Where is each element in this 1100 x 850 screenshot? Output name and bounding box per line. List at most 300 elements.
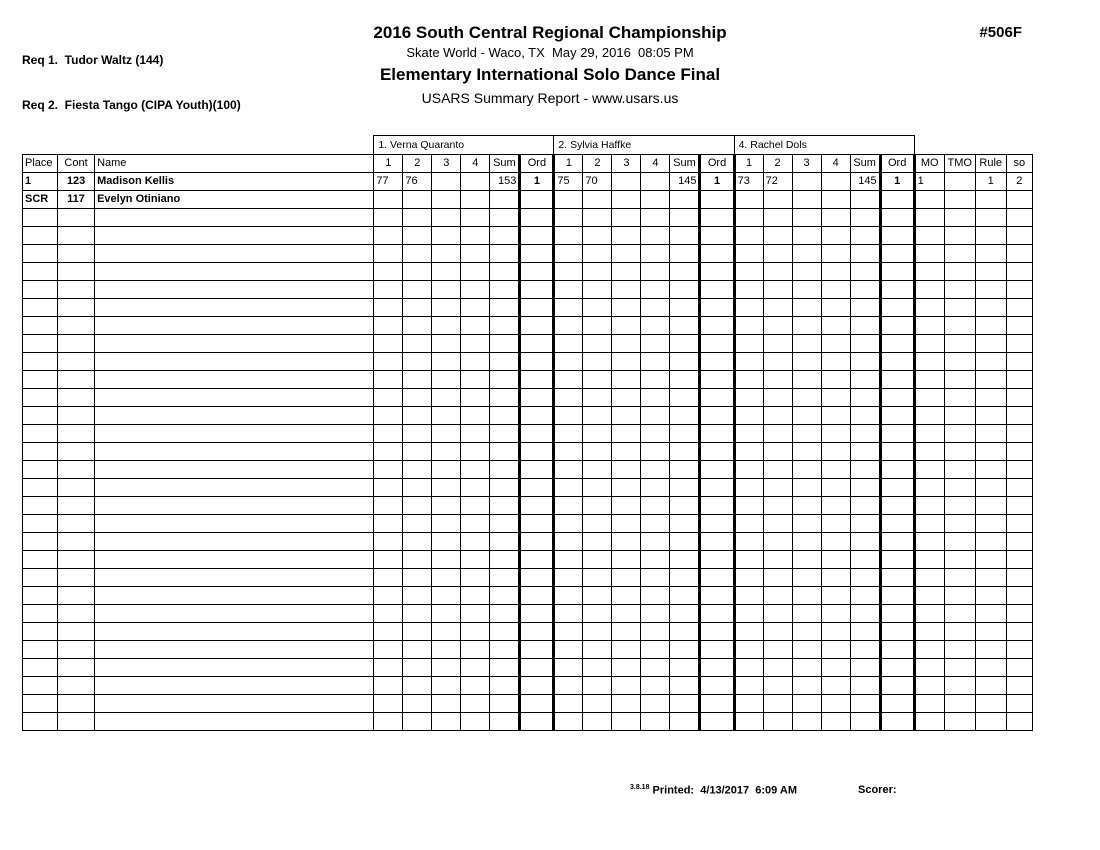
- so-cell: [1006, 263, 1032, 281]
- score-cell: [403, 443, 432, 461]
- score-cell: [583, 461, 612, 479]
- mo-cell: 1: [914, 173, 944, 191]
- sum-cell: [670, 569, 700, 587]
- score-cell: [461, 695, 490, 713]
- cont-cell: [58, 497, 95, 515]
- cont-cell: [58, 713, 95, 731]
- tmo-cell: [944, 515, 975, 533]
- score-cell: [792, 659, 821, 677]
- score-cell: [792, 245, 821, 263]
- score-cell: [461, 335, 490, 353]
- score-cell: [403, 389, 432, 407]
- score-cell: [821, 443, 850, 461]
- score-cell: [461, 281, 490, 299]
- sum-cell: [490, 227, 520, 245]
- score-cell: [792, 533, 821, 551]
- score-cell: [612, 677, 641, 695]
- sum-cell: [670, 659, 700, 677]
- name-cell: [95, 551, 374, 569]
- rule-cell: [975, 677, 1006, 695]
- score-cell: [432, 227, 461, 245]
- sum-cell: [850, 713, 880, 731]
- ord-cell: [880, 551, 914, 569]
- sum-cell: [490, 605, 520, 623]
- score-cell: [554, 461, 583, 479]
- score-cell: [554, 713, 583, 731]
- score-cell: [792, 191, 821, 209]
- place-cell: [23, 587, 58, 605]
- ord-cell: [700, 389, 734, 407]
- name-cell: [95, 263, 374, 281]
- score-cell: [461, 569, 490, 587]
- sum-cell: [850, 245, 880, 263]
- score-cell: [612, 209, 641, 227]
- name-cell: [95, 515, 374, 533]
- score-cell: [554, 281, 583, 299]
- score-cell: [403, 479, 432, 497]
- so-cell: [1006, 281, 1032, 299]
- tmo-cell: [944, 353, 975, 371]
- place-cell: [23, 353, 58, 371]
- cont-cell: [58, 533, 95, 551]
- sum-cell: [850, 569, 880, 587]
- score-cell: [734, 461, 763, 479]
- score-cell: [403, 281, 432, 299]
- score-cell: [432, 173, 461, 191]
- table-row-empty: [23, 371, 1033, 389]
- cont-cell: [58, 317, 95, 335]
- sum-cell: [670, 695, 700, 713]
- sum-cell: [670, 479, 700, 497]
- ord-cell: [520, 425, 554, 443]
- place-cell: [23, 407, 58, 425]
- tmo-cell: [944, 263, 975, 281]
- score-cell: [641, 353, 670, 371]
- score-cell: [374, 353, 403, 371]
- score-cell: [763, 317, 792, 335]
- tmo-cell: [944, 209, 975, 227]
- score-cell: [641, 335, 670, 353]
- name-cell: [95, 533, 374, 551]
- score-cell: [432, 191, 461, 209]
- score-cell: [641, 263, 670, 281]
- score-cell: [763, 425, 792, 443]
- score-cell: [403, 335, 432, 353]
- score-cell: [461, 551, 490, 569]
- mo-cell: [914, 443, 944, 461]
- name-cell: [95, 587, 374, 605]
- score-cell: [461, 173, 490, 191]
- sum-cell: [670, 425, 700, 443]
- score-cell: [554, 209, 583, 227]
- score-cell: [432, 641, 461, 659]
- score-cell: [641, 623, 670, 641]
- ord-cell: [700, 425, 734, 443]
- score-cell: [432, 335, 461, 353]
- table-row-empty: [23, 209, 1033, 227]
- so-cell: [1006, 209, 1032, 227]
- score-cell: [734, 443, 763, 461]
- sum-cell: [670, 551, 700, 569]
- score-cell: [432, 443, 461, 461]
- tmo-cell: [944, 317, 975, 335]
- score-cell: [374, 641, 403, 659]
- score-cell: [374, 407, 403, 425]
- sum-cell: [850, 335, 880, 353]
- score-cell: [821, 263, 850, 281]
- name-cell: [95, 641, 374, 659]
- ord-cell: [880, 299, 914, 317]
- sum-cell: [670, 713, 700, 731]
- ord-cell: [700, 281, 734, 299]
- score-cell: [763, 551, 792, 569]
- score-cell: 76: [403, 173, 432, 191]
- score-cell: [734, 407, 763, 425]
- table-row-empty: [23, 623, 1033, 641]
- score-cell: [374, 191, 403, 209]
- sum-cell: [850, 659, 880, 677]
- sum-cell: [490, 533, 520, 551]
- tmo-cell: [944, 227, 975, 245]
- score-cell: [612, 569, 641, 587]
- score-cell: [612, 281, 641, 299]
- sum-cell: 145: [670, 173, 700, 191]
- so-cell: [1006, 677, 1032, 695]
- name-cell: [95, 569, 374, 587]
- score-cell: [403, 677, 432, 695]
- score-cell: [821, 389, 850, 407]
- score-cell: [792, 677, 821, 695]
- score-cell: [763, 461, 792, 479]
- score-cell: [403, 515, 432, 533]
- so-cell: [1006, 533, 1032, 551]
- score-cell: [432, 497, 461, 515]
- score-cell: [432, 713, 461, 731]
- score-cell: [432, 407, 461, 425]
- rule-cell: [975, 623, 1006, 641]
- col-header-tmo: TMO: [944, 155, 975, 173]
- score-cell: [612, 533, 641, 551]
- score-cell: [612, 371, 641, 389]
- score-cell: [403, 299, 432, 317]
- score-cell: [554, 389, 583, 407]
- score-cell: [792, 371, 821, 389]
- tmo-cell: [944, 587, 975, 605]
- score-cell: [461, 479, 490, 497]
- score-cell: [583, 407, 612, 425]
- score-cell: [641, 281, 670, 299]
- ord-cell: [880, 425, 914, 443]
- score-cell: [554, 263, 583, 281]
- score-cell: [641, 641, 670, 659]
- score-cell: [734, 695, 763, 713]
- score-cell: [612, 497, 641, 515]
- score-cell: [374, 551, 403, 569]
- place-cell: [23, 641, 58, 659]
- sum-cell: [850, 299, 880, 317]
- score-cell: [612, 479, 641, 497]
- score-cell: [461, 533, 490, 551]
- rule-cell: [975, 569, 1006, 587]
- ord-cell: [880, 569, 914, 587]
- tmo-cell: [944, 551, 975, 569]
- cont-cell: [58, 677, 95, 695]
- sum-cell: [850, 587, 880, 605]
- ord-cell: [880, 353, 914, 371]
- score-cell: [612, 695, 641, 713]
- cont-cell: [58, 389, 95, 407]
- score-cell: [734, 515, 763, 533]
- place-cell: 1: [23, 173, 58, 191]
- col-header-judge2-3: 3: [612, 155, 641, 173]
- tmo-cell: [944, 461, 975, 479]
- table-row-empty: [23, 641, 1033, 659]
- score-cell: [583, 263, 612, 281]
- score-cell: [763, 497, 792, 515]
- score-cell: [554, 677, 583, 695]
- score-cell: [374, 695, 403, 713]
- place-cell: [23, 389, 58, 407]
- score-cell: [403, 461, 432, 479]
- ord-cell: [700, 443, 734, 461]
- ord-cell: 1: [880, 173, 914, 191]
- sum-cell: [490, 209, 520, 227]
- score-cell: [792, 569, 821, 587]
- place-cell: [23, 443, 58, 461]
- score-cell: [734, 623, 763, 641]
- so-cell: [1006, 227, 1032, 245]
- score-cell: [432, 299, 461, 317]
- score-cell: [641, 677, 670, 695]
- mo-cell: [914, 353, 944, 371]
- score-cell: [763, 245, 792, 263]
- score-cell: [432, 389, 461, 407]
- sum-cell: [490, 407, 520, 425]
- score-cell: [734, 191, 763, 209]
- score-cell: [734, 569, 763, 587]
- score-cell: [432, 245, 461, 263]
- tmo-cell: [944, 371, 975, 389]
- ord-cell: [520, 659, 554, 677]
- name-cell: [95, 209, 374, 227]
- col-header-judge1-ord: Ord: [520, 155, 554, 173]
- score-cell: [583, 371, 612, 389]
- score-cell: [821, 173, 850, 191]
- so-cell: [1006, 317, 1032, 335]
- rule-cell: [975, 713, 1006, 731]
- score-cell: [821, 515, 850, 533]
- sum-cell: [670, 461, 700, 479]
- score-cell: [461, 263, 490, 281]
- ord-cell: [880, 713, 914, 731]
- score-cell: [583, 551, 612, 569]
- score-cell: [432, 353, 461, 371]
- rule-cell: [975, 641, 1006, 659]
- score-cell: [641, 407, 670, 425]
- score-cell: [821, 227, 850, 245]
- score-cell: [583, 281, 612, 299]
- cont-cell: [58, 443, 95, 461]
- table-row: [23, 191, 1033, 209]
- score-cell: 77: [374, 173, 403, 191]
- cont-cell: [58, 479, 95, 497]
- name-cell: [95, 281, 374, 299]
- score-cell: [583, 677, 612, 695]
- ord-cell: [520, 623, 554, 641]
- cont-cell: [58, 515, 95, 533]
- software-version: 3.8.18: [630, 784, 650, 791]
- ord-cell: [520, 227, 554, 245]
- sum-cell: [850, 605, 880, 623]
- score-cell: [432, 479, 461, 497]
- table-row-empty: [23, 245, 1033, 263]
- cont-cell: [58, 281, 95, 299]
- score-cell: [641, 173, 670, 191]
- ord-cell: [700, 191, 734, 209]
- score-cell: [734, 605, 763, 623]
- sum-cell: [850, 317, 880, 335]
- sum-cell: [670, 407, 700, 425]
- score-cell: [583, 587, 612, 605]
- score-cell: [612, 425, 641, 443]
- score-cell: [374, 479, 403, 497]
- ord-cell: [880, 407, 914, 425]
- rule-cell: [975, 515, 1006, 533]
- score-cell: [583, 605, 612, 623]
- score-cell: [583, 299, 612, 317]
- score-cell: [821, 551, 850, 569]
- so-cell: 2: [1006, 173, 1032, 191]
- score-cell: [403, 191, 432, 209]
- col-header-judge2-ord: Ord: [700, 155, 734, 173]
- place-cell: [23, 263, 58, 281]
- cont-cell: [58, 353, 95, 371]
- ord-cell: [880, 389, 914, 407]
- score-cell: [612, 515, 641, 533]
- score-cell: [821, 659, 850, 677]
- score-cell: [403, 659, 432, 677]
- rule-cell: [975, 695, 1006, 713]
- score-cell: [583, 245, 612, 263]
- ord-cell: [700, 515, 734, 533]
- score-cell: [461, 191, 490, 209]
- score-cell: [374, 623, 403, 641]
- sum-cell: [490, 641, 520, 659]
- table-row-empty: [23, 479, 1033, 497]
- name-cell: [95, 659, 374, 677]
- mo-cell: [914, 713, 944, 731]
- ord-cell: [700, 497, 734, 515]
- score-cell: [583, 569, 612, 587]
- score-cell: [583, 443, 612, 461]
- name-cell: [95, 353, 374, 371]
- sum-cell: [850, 497, 880, 515]
- sum-cell: [670, 245, 700, 263]
- rule-cell: 1: [975, 173, 1006, 191]
- name-cell: [95, 479, 374, 497]
- score-cell: [374, 605, 403, 623]
- rule-cell: [975, 587, 1006, 605]
- score-cell: [554, 695, 583, 713]
- table-row-empty: [23, 425, 1033, 443]
- score-cell: [554, 191, 583, 209]
- sum-cell: [670, 443, 700, 461]
- cont-cell: [58, 245, 95, 263]
- sum-cell: [670, 353, 700, 371]
- so-cell: [1006, 353, 1032, 371]
- col-header-judge1-sum: Sum: [490, 155, 520, 173]
- score-cell: [554, 605, 583, 623]
- sum-cell: 145: [850, 173, 880, 191]
- ord-cell: [520, 299, 554, 317]
- ord-cell: [880, 659, 914, 677]
- ord-cell: [880, 335, 914, 353]
- score-cell: [432, 461, 461, 479]
- score-cell: [734, 677, 763, 695]
- ord-cell: [880, 497, 914, 515]
- score-cell: [821, 461, 850, 479]
- ord-cell: [520, 605, 554, 623]
- cont-cell: [58, 623, 95, 641]
- rule-cell: [975, 425, 1006, 443]
- mo-cell: [914, 335, 944, 353]
- championship-title: 2016 South Central Regional Championship: [373, 23, 727, 42]
- ord-cell: [520, 263, 554, 281]
- printed-timestamp: Printed: 4/13/2017 6:09 AM: [652, 784, 798, 797]
- score-cell: [432, 677, 461, 695]
- score-cell: [554, 425, 583, 443]
- score-cell: [374, 209, 403, 227]
- score-cell: [792, 353, 821, 371]
- table-row-empty: [23, 263, 1033, 281]
- sum-cell: [850, 533, 880, 551]
- score-cell: [403, 263, 432, 281]
- event-title: Elementary International Solo Dance Final: [379, 65, 721, 84]
- score-cell: [763, 713, 792, 731]
- sum-cell: [490, 461, 520, 479]
- ord-cell: [700, 677, 734, 695]
- judge-row-spacer-right: [914, 136, 1032, 155]
- score-cell: [792, 551, 821, 569]
- score-cell: [461, 497, 490, 515]
- score-cell: [374, 317, 403, 335]
- score-cell: [403, 425, 432, 443]
- so-cell: [1006, 623, 1032, 641]
- score-cell: [641, 551, 670, 569]
- name-cell: [95, 389, 374, 407]
- sum-cell: [850, 641, 880, 659]
- table-row-empty: [23, 443, 1033, 461]
- ord-cell: [700, 209, 734, 227]
- score-cell: [554, 353, 583, 371]
- score-cell: [374, 425, 403, 443]
- score-cell: [461, 443, 490, 461]
- score-cell: [641, 299, 670, 317]
- ord-cell: [520, 713, 554, 731]
- score-cell: [461, 227, 490, 245]
- ord-cell: [880, 209, 914, 227]
- ord-cell: [880, 533, 914, 551]
- tmo-cell: [944, 407, 975, 425]
- mo-cell: [914, 551, 944, 569]
- tmo-cell: [944, 713, 975, 731]
- col-header-judge2-sum: Sum: [670, 155, 700, 173]
- so-cell: [1006, 371, 1032, 389]
- score-cell: [374, 497, 403, 515]
- score-cell: [612, 605, 641, 623]
- score-cell: [432, 425, 461, 443]
- table-row-empty: [23, 281, 1033, 299]
